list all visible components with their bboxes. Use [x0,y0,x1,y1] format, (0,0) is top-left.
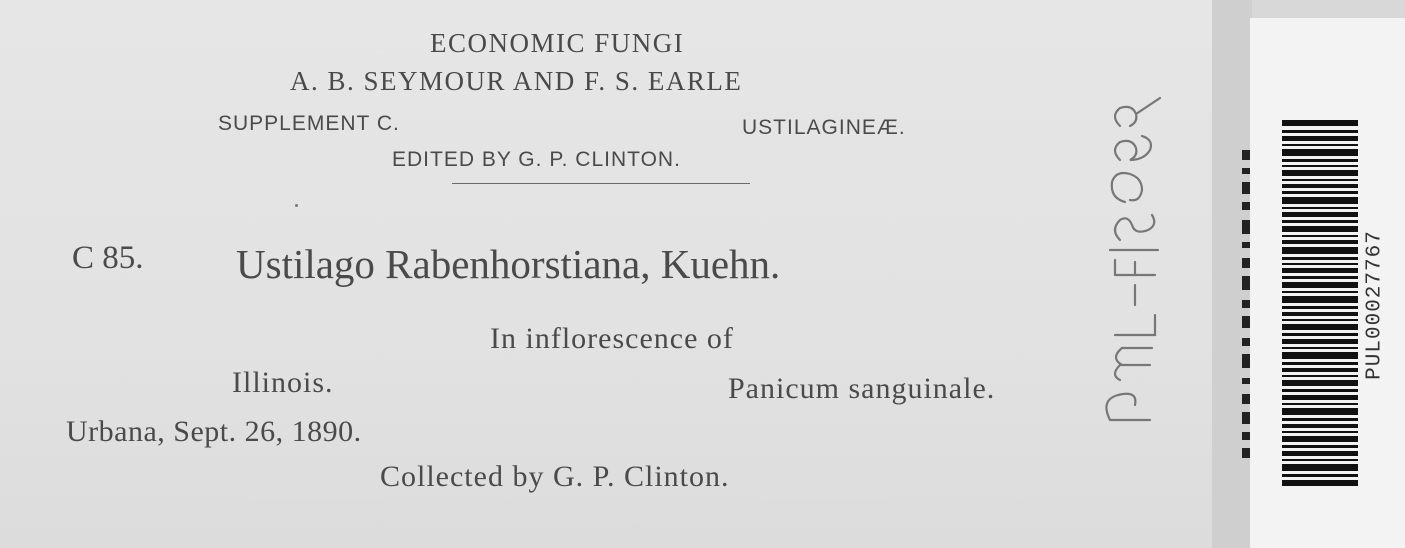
collector-text: Collected by G. P. Clinton. [380,460,730,493]
herbarium-stamp-strip [1212,0,1252,548]
supplement-label: SUPPLEMENT C. [218,112,400,135]
species-name: Ustilago Rabenhorstiana, Kuehn. [236,241,781,287]
habitat-text: In inflorescence of [490,322,734,355]
ink-dot [295,204,298,207]
barcode-number [1360,190,1390,420]
state-text: Illinois. [232,366,334,399]
specimen-number: C 85. [72,240,144,276]
barcode-number-text: PUL00027767 [1363,230,1387,380]
barcode-image [1282,120,1358,490]
header-title: ECONOMIC FUNGI [430,28,685,58]
handwritten-accession-number [1080,90,1180,430]
header-divider [452,183,750,184]
locality-date-text: Urbana, Sept. 26, 1890. [66,415,362,448]
header-authors: A. B. SEYMOUR AND F. S. EARLE [290,66,743,96]
host-text: Panicum sanguinale. [728,372,996,405]
editor-label: EDITED BY G. P. CLINTON. [392,148,681,171]
family-label: USTILAGINEÆ. [742,116,906,139]
